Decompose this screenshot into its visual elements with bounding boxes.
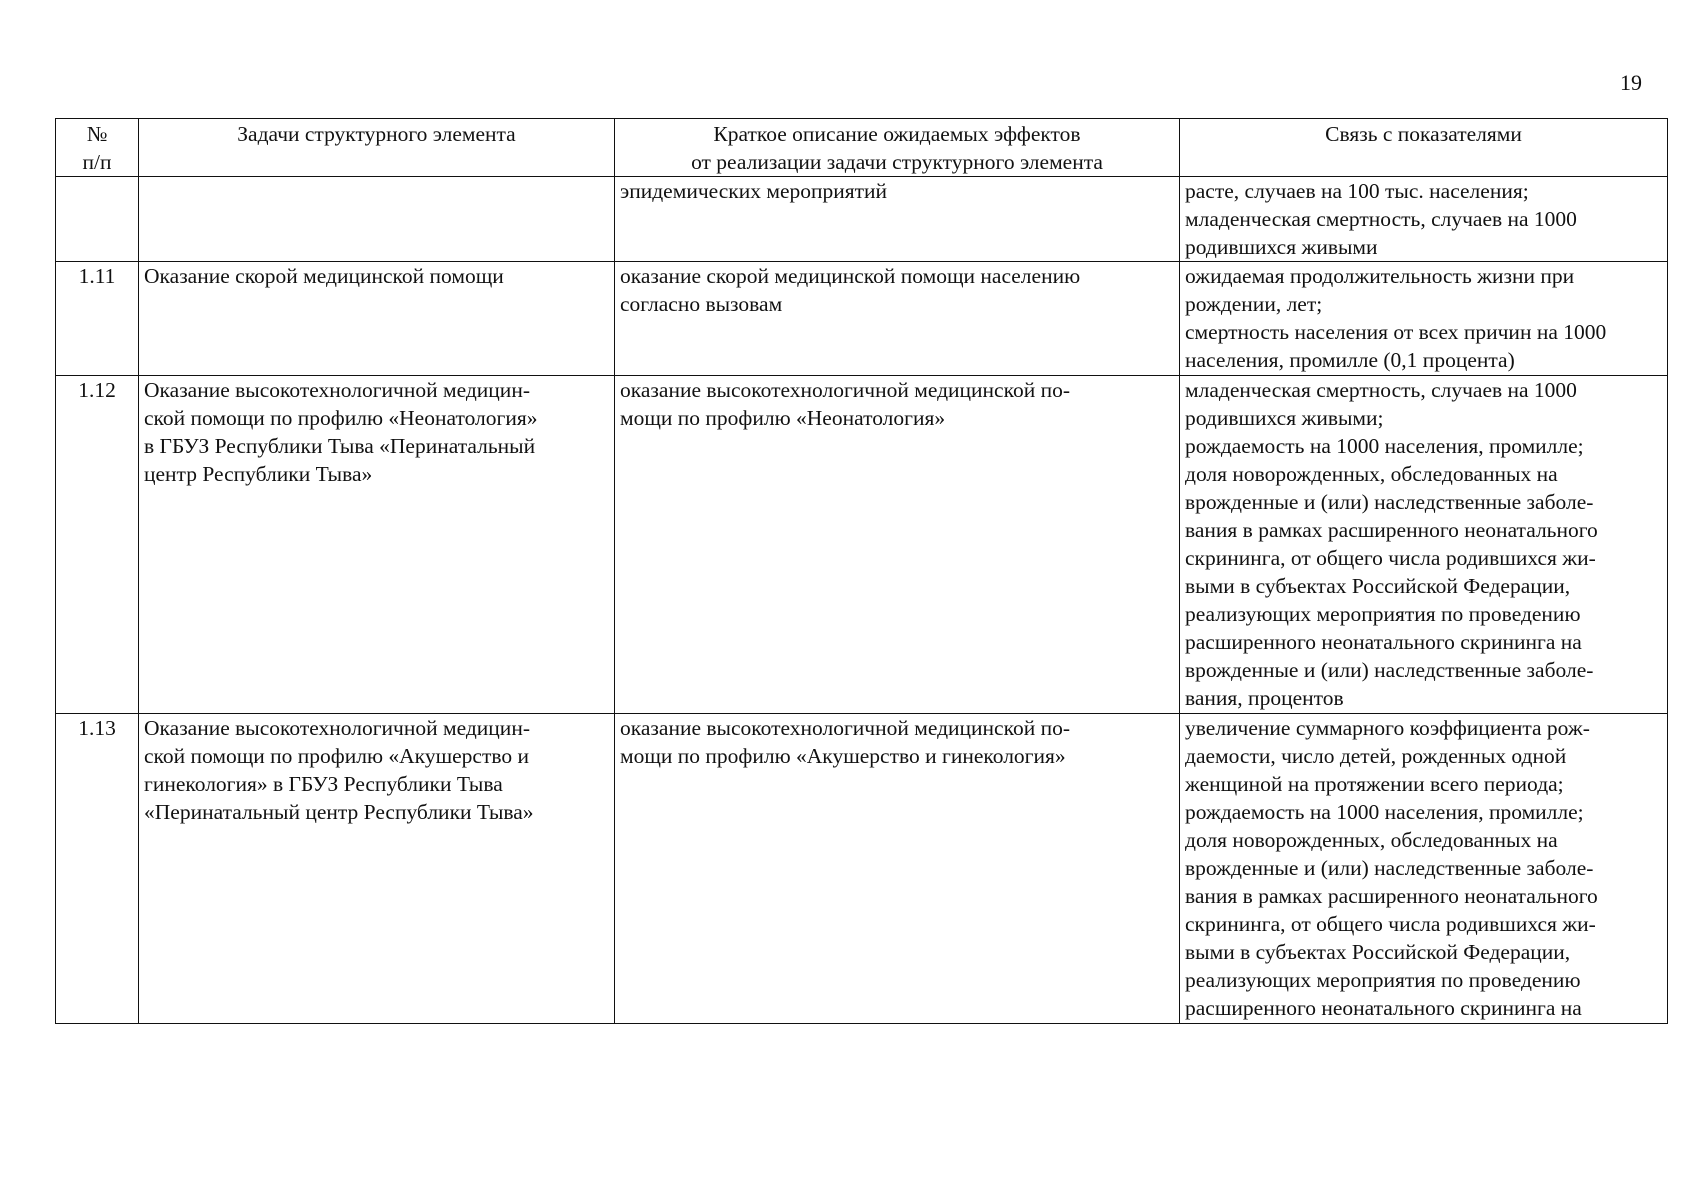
row-task	[139, 262, 615, 376]
indicator-line: родившихся живыми	[1185, 235, 1378, 259]
indicator-line: доля новорожденных, обследованных на	[1185, 828, 1558, 852]
indicator-line: расширенного неонатального скрининга на	[1185, 630, 1582, 654]
indicator-line: увеличение суммарного коэффициента рож-	[1185, 716, 1590, 740]
indicator-line: врожденные и (или) наследственные заболе-	[1185, 856, 1594, 880]
effect-line: согласно вызовам	[620, 292, 783, 316]
task-line: центр Республики Тыва»	[144, 462, 373, 486]
indicator-line: смертность населения от всех причин на 1000	[1185, 320, 1607, 344]
row-effect	[615, 262, 1180, 376]
task-line: ской помощи по профилю «Неонатология»	[144, 406, 538, 430]
table-row	[56, 177, 1668, 262]
row-number: 1.13	[56, 714, 139, 1024]
task-line: Оказание скорой медицинской помощи	[144, 264, 504, 288]
indicator-line: врожденные и (или) наследственные заболе-	[1185, 658, 1594, 682]
header-indicators	[1180, 119, 1668, 177]
header-effects-line: от реализации задачи структурного элемента	[691, 150, 1103, 174]
indicator-line: ожидаемая продолжительность жизни при	[1185, 264, 1575, 288]
row-indicators	[1180, 376, 1668, 714]
task-line: «Перинатальный центр Республики Тыва»	[144, 800, 534, 824]
row-task	[139, 376, 615, 714]
row-number: 1.12	[56, 376, 139, 714]
tasks-table	[55, 118, 1668, 1024]
header-number-line: №	[86, 122, 108, 146]
header-number	[56, 119, 139, 177]
header-effects-line: Краткое описание ожидаемых эффектов	[713, 122, 1081, 146]
header-effects	[615, 119, 1180, 177]
table-row	[56, 376, 1668, 714]
indicator-line: населения, промилле (0,1 процента)	[1185, 348, 1515, 372]
effect-line: мощи по профилю «Неонатология»	[620, 406, 946, 430]
header-tasks-line: Задачи структурного элемента	[237, 122, 516, 146]
indicator-line: расте, случаев на 100 тыс. населения;	[1185, 179, 1529, 203]
row-number	[56, 177, 139, 262]
indicator-line: вания в рамках расширенного неонатального	[1185, 518, 1598, 542]
header-indicators-line: Связь с показателями	[1325, 122, 1522, 146]
header-number-line: п/п	[82, 150, 112, 174]
indicator-line: младенческая смертность, случаев на 1000	[1185, 207, 1577, 231]
table-row	[56, 262, 1668, 376]
indicator-line: рождаемость на 1000 населения, промилле;	[1185, 800, 1584, 824]
indicator-line: вания в рамках расширенного неонатального	[1185, 884, 1598, 908]
indicator-line: младенческая смертность, случаев на 1000	[1185, 378, 1577, 402]
indicator-line: рождаемость на 1000 населения, промилле;	[1185, 434, 1584, 458]
row-effect	[615, 177, 1180, 262]
indicator-line: реализующих мероприятия по проведению	[1185, 968, 1581, 992]
table-header-row	[56, 119, 1668, 177]
row-effect	[615, 376, 1180, 714]
effect-line: мощи по профилю «Акушерство и гинекология»	[620, 744, 1066, 768]
row-task	[139, 177, 615, 262]
task-line: Оказание высокотехнологичной медицин-	[144, 716, 530, 740]
row-indicators	[1180, 714, 1668, 1024]
page-number: 19	[1620, 70, 1642, 95]
row-number: 1.11	[56, 262, 139, 376]
row-indicators	[1180, 262, 1668, 376]
indicator-line: родившихся живыми;	[1185, 406, 1384, 430]
indicator-line: даемости, число детей, рожденных одной	[1185, 744, 1567, 768]
indicator-line: выми в субъектах Российской Федерации,	[1185, 574, 1571, 598]
row-task	[139, 714, 615, 1024]
indicator-line: доля новорожденных, обследованных на	[1185, 462, 1558, 486]
row-indicators	[1180, 177, 1668, 262]
indicator-line: врожденные и (или) наследственные заболе-	[1185, 490, 1594, 514]
indicator-line: вания, процентов	[1185, 686, 1344, 710]
effect-line: оказание высокотехнологичной медицинской по-	[620, 716, 1070, 740]
indicator-line: женщиной на протяжении всего периода;	[1185, 772, 1564, 796]
indicator-line: реализующих мероприятия по проведению	[1185, 602, 1581, 626]
table-row	[56, 714, 1668, 1024]
indicator-line: рождении, лет;	[1185, 292, 1323, 316]
task-line: в ГБУЗ Республики Тыва «Перинатальный	[144, 434, 536, 458]
effect-line: эпидемических мероприятий	[620, 179, 888, 203]
task-line: ской помощи по профилю «Акушерство и	[144, 744, 529, 768]
indicator-line: выми в субъектах Российской Федерации,	[1185, 940, 1571, 964]
indicator-line: расширенного неонатального скрининга на	[1185, 996, 1582, 1020]
indicator-line: скрининга, от общего числа родившихся жи-	[1185, 912, 1596, 936]
header-tasks	[139, 119, 615, 177]
effect-line: оказание высокотехнологичной медицинской по-	[620, 378, 1070, 402]
indicator-line: скрининга, от общего числа родившихся жи-	[1185, 546, 1596, 570]
task-line: Оказание высокотехнологичной медицин-	[144, 378, 530, 402]
effect-line: оказание скорой медицинской помощи населению	[620, 264, 1081, 288]
task-line: гинекология» в ГБУЗ Республики Тыва	[144, 772, 503, 796]
row-effect	[615, 714, 1180, 1024]
